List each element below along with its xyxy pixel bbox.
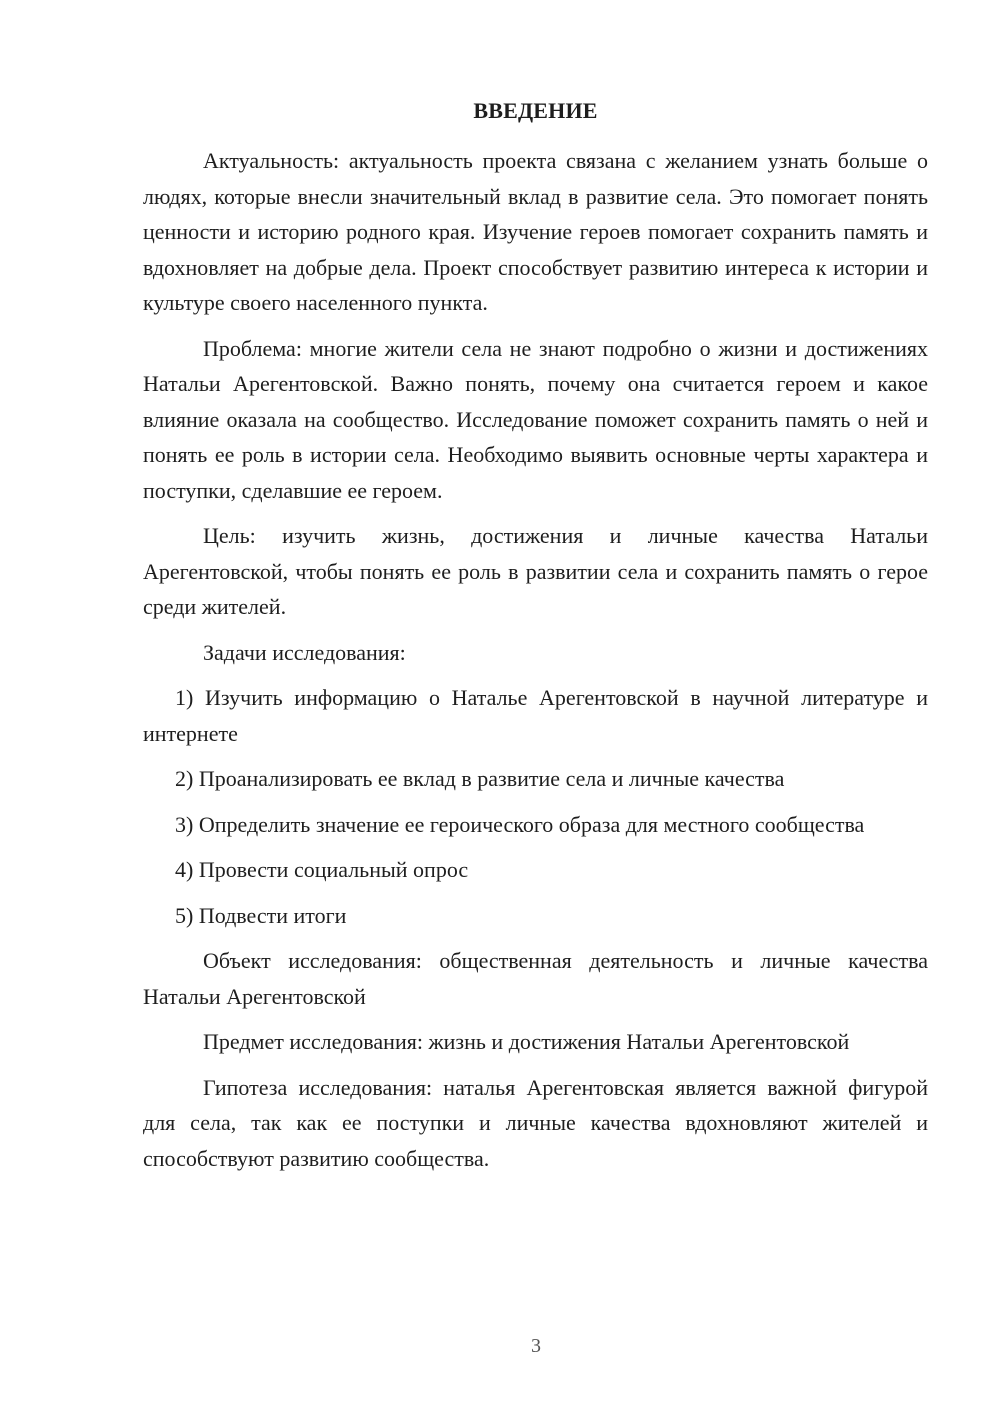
task-item-5: 5) Подвести итоги xyxy=(175,902,347,928)
page-number: 3 xyxy=(531,1335,541,1357)
paragraph-subject: Предмет исследования: жизнь и достижения Натальи Арегентовской xyxy=(203,1029,850,1054)
tasks-heading: Задачи исследования: xyxy=(203,639,406,665)
paragraph-object: Объект исследования: общественная деятельность и личные качества Натальи Арегентовской xyxy=(143,948,928,1009)
document-title: ВВЕДЕНИЕ xyxy=(473,98,598,123)
task-item-3: 3) Определить значение ее героического образа для местного сообщества xyxy=(175,811,865,837)
document-body xyxy=(143,143,928,1186)
paragraph-relevance: Актуальность: актуальность проекта связана с желанием узнать больше о людях, которые внесли значительный вклад в развитие села. Это помогает понять ценности и историю родного края. Изучение героев помогает сохранить память и вдохновляет на добрые дела. Проект способствует развитию интереса к истории и культуре своего населенного пункта. xyxy=(143,148,928,315)
task-item-1: 1) Изучить информацию о Наталье Арегентовской в научной литературе и интернете xyxy=(143,685,928,746)
task-item-4: 4) Провести социальный опрос xyxy=(175,857,469,882)
paragraph-goal: Цель: изучить жизнь, достижения и личные качества Натальи Арегентовской, чтобы понять ее роль в развитии села и сохранить память о герое среди жителей. xyxy=(143,523,928,619)
paragraph-hypothesis: Гипотеза исследования: наталья Арегентовская является важной фигурой для села, так как ее поступки и личные качества вдохновляют жителей и способствуют развитию сообщества. xyxy=(143,1074,928,1171)
task-item-2: 2) Проанализировать ее вклад в развитие села и личные качества xyxy=(175,766,785,791)
paragraph-problem: Проблема: многие жители села не знают подробно о жизни и достижениях Натальи Арегентовской. Важно понять, почему она считается героем и какое влияние оказала на сообщество. Исследование поможет сохранить память о ней и понять ее роль в истории села. Необходимо выявить основные черты характера и поступки, сделавшие ее героем. xyxy=(143,335,928,503)
